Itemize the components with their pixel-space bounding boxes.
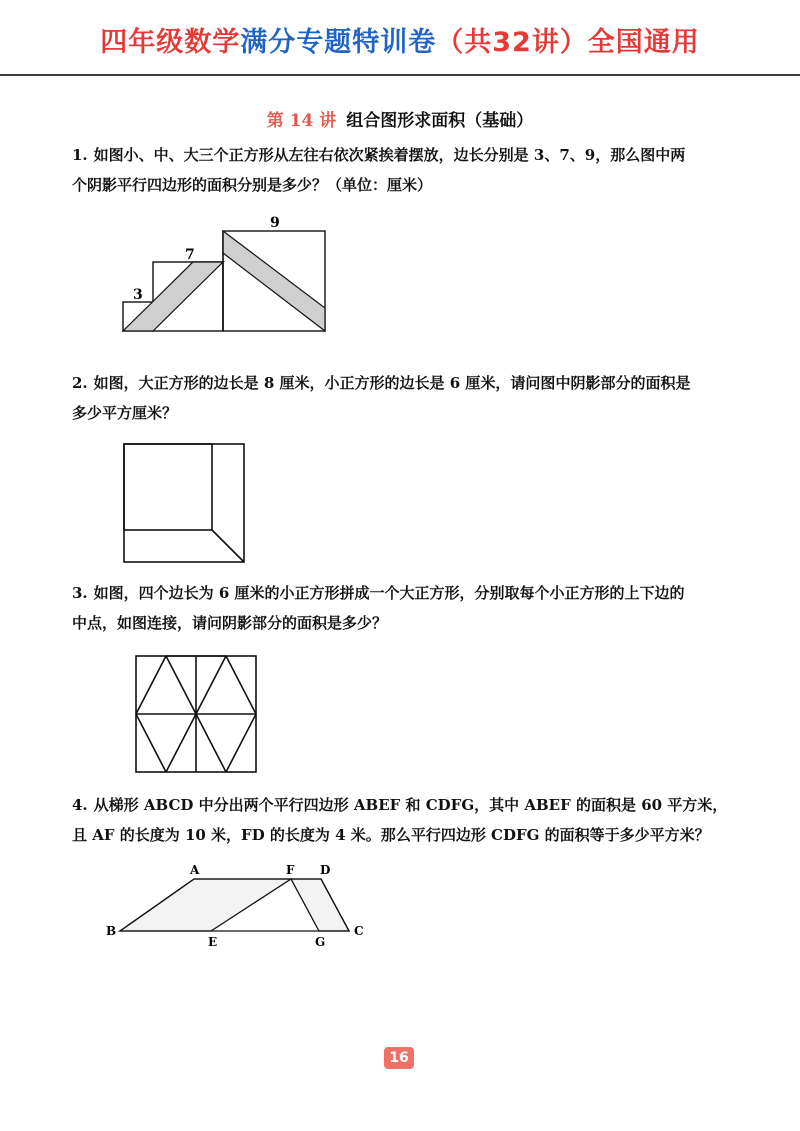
label-large: 9	[270, 215, 280, 231]
figure-four-squares	[130, 650, 262, 776]
question-2	[72, 368, 732, 428]
question-text-line: 如图，大正方形的边长是 8 厘米，小正方形的边长是 6 厘米，请问图中阴影部分的面积是	[93, 374, 691, 392]
question-4	[72, 790, 732, 850]
label-small: 3	[133, 287, 143, 303]
parallelogram-abef	[120, 879, 291, 931]
figure-nested-squares	[118, 438, 250, 566]
question-text-line: 个阴影平行四边形的面积分别是多少？（单位：厘米）	[72, 176, 433, 194]
title-part-count: （共32讲）全国通用	[436, 27, 700, 58]
page-number-badge: 16	[384, 1047, 414, 1069]
parallelogram-cdfg	[291, 879, 349, 931]
question-number: 4.	[72, 796, 88, 814]
question-text-line: 且 AF 的长度为 10 米，FD 的长度为 4 米。那么平行四边形 CDFG 的面积等于多少平方米？	[72, 826, 710, 844]
point-g: G	[315, 935, 326, 949]
figure-trapezoid	[104, 862, 376, 952]
figure-three-squares	[112, 208, 342, 340]
question-text-line: 中点，如图连接，请问阴影部分的面积是多少？	[72, 614, 388, 632]
question-text-line: 如图小、中、大三个正方形从左往右依次紧挨着摆放，边长分别是 3、7、9，那么图中两	[93, 146, 686, 164]
question-text-line: 从梯形 ABCD 中分出两个平行四边形 ABEF 和 CDFG，其中 ABEF 的面积是 60 平方米，	[93, 796, 728, 814]
point-a: A	[190, 863, 200, 877]
point-c: C	[354, 924, 364, 938]
label-medium: 7	[185, 247, 195, 263]
question-number: 1.	[72, 146, 88, 164]
lesson-number: 第 14 讲	[266, 111, 337, 131]
document-title	[0, 20, 800, 59]
connecting-line	[212, 530, 244, 562]
small-square	[124, 444, 212, 530]
point-d: D	[320, 863, 331, 877]
question-3	[72, 578, 732, 638]
lesson-title: 组合图形求面积（基础）	[346, 111, 534, 131]
point-e: E	[208, 935, 218, 949]
title-part-grade: 四年级数学	[100, 27, 241, 58]
question-number: 3.	[72, 584, 88, 602]
point-b: B	[106, 924, 117, 938]
point-f: F	[286, 863, 295, 877]
header-divider	[0, 74, 800, 76]
title-part-series: 满分专题特训卷	[240, 27, 437, 58]
lesson-heading	[0, 106, 800, 131]
question-text-line: 如图，四个边长为 6 厘米的小正方形拼成一个大正方形，分别取每个小正方形的上下边的	[93, 584, 685, 602]
question-text-line: 多少平方厘米？	[72, 404, 178, 422]
question-1	[72, 140, 732, 200]
question-number: 2.	[72, 374, 88, 392]
shaded-parallelogram-right	[223, 231, 325, 331]
